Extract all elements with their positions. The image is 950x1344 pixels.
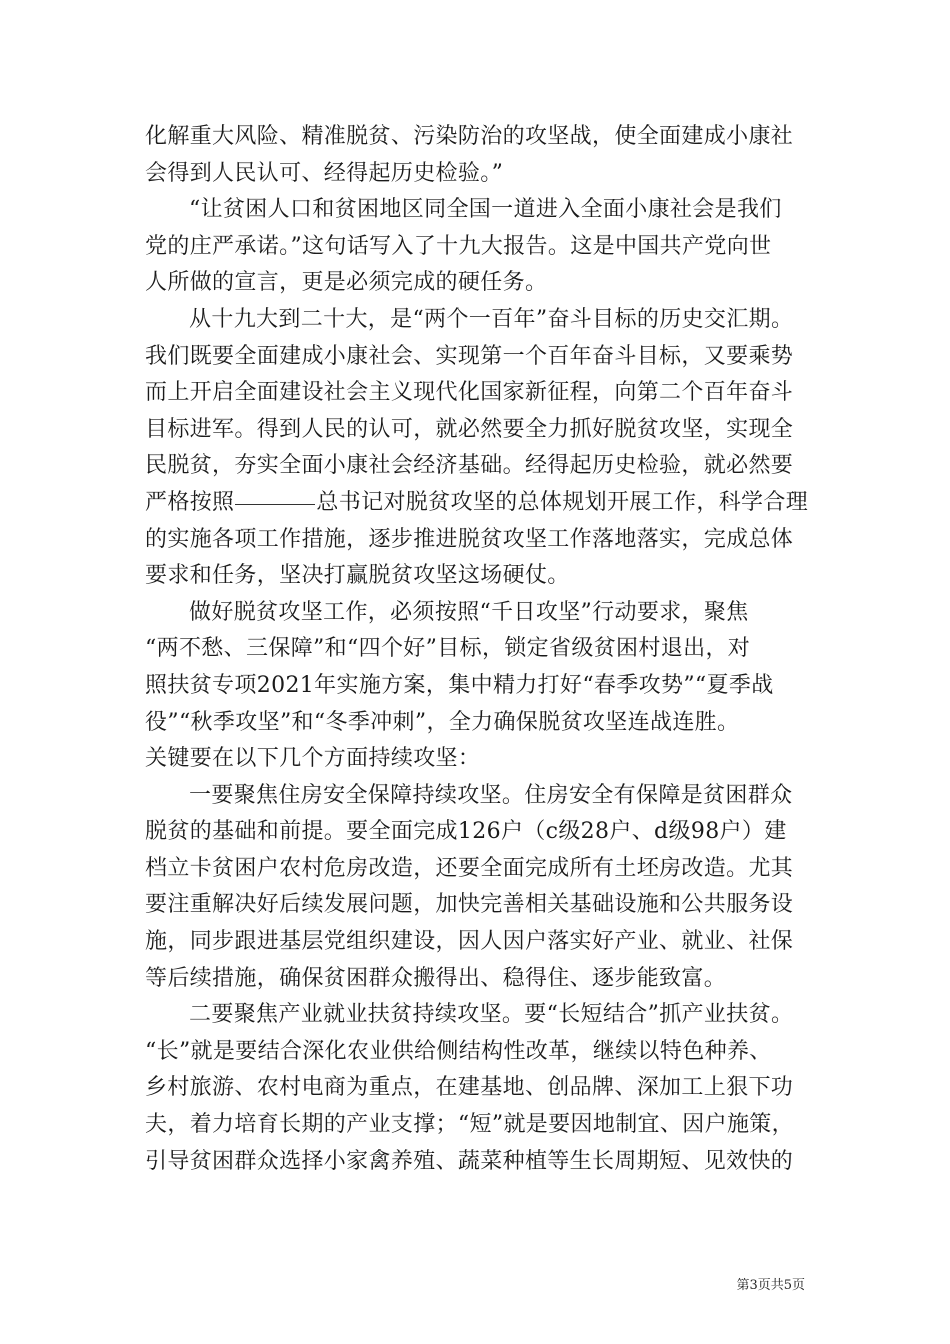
text-line: 档立卡贫困户农村危房改造，还要全面完成所有土坯房改造。尤其 — [145, 855, 794, 881]
text-line: 化解重大风险、精准脱贫、污染防治的攻坚战，使全面建成小康社 — [145, 124, 794, 149]
text-line: 关键要在以下几个方面持续攻坚： — [145, 746, 481, 772]
text-line: 等后续措施，确保贫困群众搬得出、稳得住、逐步能致富。 — [145, 965, 727, 991]
paragraph-2 — [145, 192, 810, 302]
text-segment: 严格按照 — [145, 489, 235, 515]
text-line: “两不愁、三保障”和“四个好”目标，锁定省级贫困村退出，对 — [145, 636, 751, 662]
text-line: “长”就是要结合深化农业供给侧结构性改革，继续以特色种养、 — [145, 1038, 772, 1064]
text-line: 二要聚焦产业就业扶贫持续攻坚。要“长短结合”抓产业扶贫。 — [189, 1002, 794, 1028]
text-line: 而上开启全面建设社会主义现代化国家新征程，向第二个百年奋斗 — [145, 380, 794, 406]
text-line: 民脱贫，夯实全面小康社会经济基础。经得起历史检验，就必然要 — [145, 453, 794, 479]
fill-in-blank — [235, 503, 315, 505]
text-line: 我们既要全面建成小康社会、实现第一个百年奋斗目标，又要乘势 — [145, 343, 794, 369]
text-line: 施，同步跟进基层党组织建设，因人因户落实好产业、就业、社保 — [145, 929, 794, 955]
paragraph-5 — [145, 778, 810, 998]
text-line: 照扶贫专项2021年实施方案，集中精力打好“春季攻势”“夏季战 — [145, 672, 774, 698]
paragraph-4 — [145, 595, 810, 778]
paragraph-1 — [145, 119, 810, 192]
text-segment: 总书记对脱贫攻坚的总体规划开展工作，科学合理 — [316, 489, 809, 515]
text-line: 引导贫困群众选择小家禽养殖、蔬菜种植等生长周期短、见效快的 — [145, 1148, 794, 1174]
text-line: 一要聚焦住房安全保障持续攻坚。住房安全有保障是贫困群众 — [189, 782, 793, 808]
document-body — [145, 119, 810, 1180]
text-line: 从十九大到二十大，是“两个一百年”奋斗目标的历史交汇期。 — [189, 306, 794, 332]
text-line: 夫，着力培育长期的产业支撑；“短”就是要因地制宜、因户施策， — [145, 1112, 794, 1138]
text-line: 要求和任务，坚决打赢脱贫攻坚这场硬仗。 — [145, 563, 570, 589]
text-line: “让贫困人口和贫困地区同全国一道进入全面小康社会是我们 — [189, 197, 782, 223]
text-line: 的实施各项工作措施，逐步推进脱贫攻坚工作落地落实，完成总体 — [145, 526, 794, 552]
text-line: 会得到人民认可、经得起历史检验。” — [145, 160, 504, 186]
paragraph-6 — [145, 997, 810, 1180]
text-line-with-blank — [145, 485, 810, 522]
text-line: 要注重解决好后续发展问题，加快完善相关基础设施和公共服务设 — [145, 892, 794, 918]
paragraph-3 — [145, 302, 810, 595]
text-line: 目标进军。得到人民的认可，就必然要全力抓好脱贫攻坚，实现全 — [145, 416, 794, 442]
text-line: 脱贫的基础和前提。要全面完成126户（c级28户、d级98户）建 — [145, 819, 787, 845]
text-line: 乡村旅游、农村电商为重点，在建基地、创品牌、深加工上狠下功 — [145, 1075, 794, 1101]
page-number: 第3页共5页 — [736, 1278, 805, 1293]
text-line: 人所做的宣言，更是必须完成的硬任务。 — [145, 270, 548, 296]
text-line: 党的庄严承诺。”这句话写入了十九大报告。这是中国共产党向世 — [145, 233, 772, 259]
text-line: 做好脱贫攻坚工作，必须按照“千日攻坚”行动要求，聚焦 — [189, 599, 749, 625]
text-line: 役”“秋季攻坚”和“冬季冲刺”，全力确保脱贫攻坚连战连胜。 — [145, 709, 740, 735]
